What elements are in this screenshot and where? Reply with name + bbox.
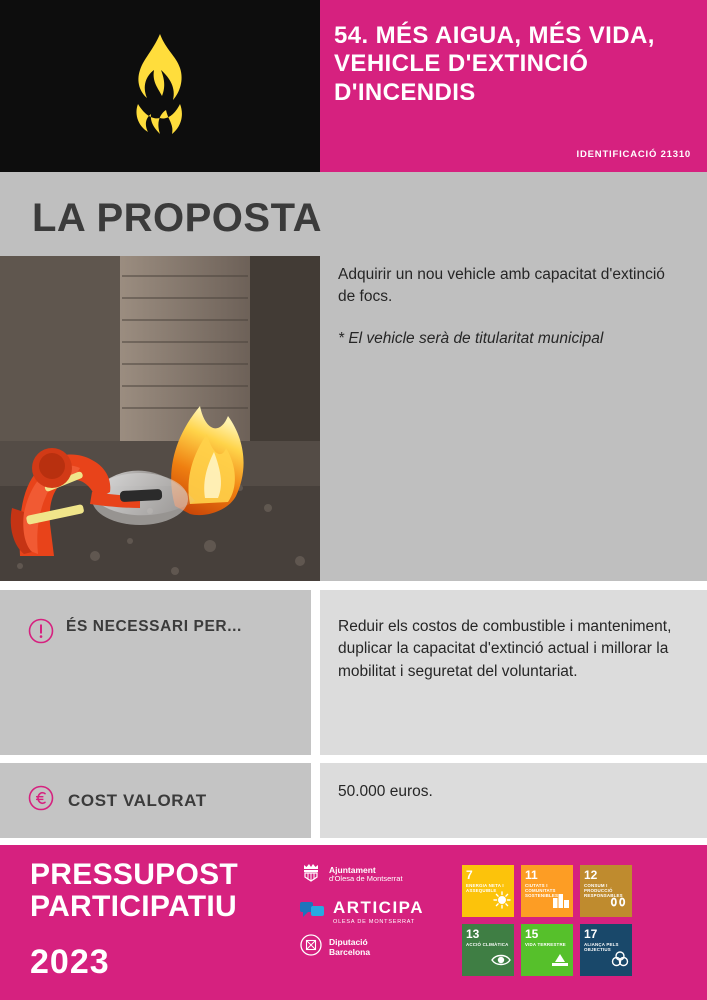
articipa-word: ARTICIPA (333, 898, 425, 917)
ods-title: CIUTATS I COMUNITATS SOSTENIBLES (525, 883, 559, 899)
cost-label: COST VALORAT (68, 790, 207, 810)
infinity-icon (607, 895, 629, 914)
proposal-note: * El vehicle serà de titularitat municipal (338, 330, 604, 347)
cost-value: 50.000 euros. (338, 783, 433, 800)
ods-number: 11 (525, 868, 538, 882)
identification-code: IDENTIFICACIÓ 21310 (576, 149, 691, 160)
logo-diputacio-line1: Diputació (329, 936, 368, 947)
ods-number: 13 (466, 927, 480, 941)
proposal-section-title: LA PROPOSTA (32, 196, 322, 240)
cost-value-panel (320, 763, 707, 838)
sun-icon (493, 891, 511, 914)
page-title: 54. MÉS AIGUA, MÉS VIDA, VEHICLE D'EXTINCIÓ D'INCENDIS (334, 22, 655, 106)
tree-bird-icon (550, 952, 570, 973)
footer-logos (300, 861, 460, 971)
necessary-text-panel (320, 590, 707, 755)
logo-diputacio-text (329, 938, 370, 957)
ods-card-12 (580, 865, 632, 917)
ods-number: 17 (584, 927, 598, 941)
poster-footer (0, 845, 707, 1000)
logo-diputacio-line2: Barcelona (329, 946, 371, 957)
logo-ajuntament (300, 861, 460, 888)
proposal-photo (0, 256, 320, 581)
proposal-description: Adquirir un nou vehicle amb capacitat d'extinció de focs. (338, 266, 665, 305)
ods-card-17 (580, 924, 632, 976)
ods-title: ACCIÓ CLIMÀTICA (466, 942, 509, 947)
header-logo-panel (0, 0, 320, 172)
articipa-text (333, 898, 424, 925)
ods-title: CONSUM I PRODUCCIÓ RESPONSABLES (584, 883, 623, 899)
ods-number: 12 (584, 868, 598, 882)
ods-title: ENERGIA NETA I ASSEQUIBLE (466, 883, 504, 894)
ods-title: ALIANÇA PELS OBJECTIUS (584, 942, 619, 953)
articipa-logo-icon (300, 898, 326, 925)
footer-title (30, 859, 238, 923)
header-title-panel (320, 0, 707, 172)
footer-year: 2023 (30, 943, 110, 981)
euro-circle-icon (28, 785, 54, 816)
eye-globe-icon (491, 952, 511, 973)
necessary-label-panel (0, 590, 311, 755)
proposal-text-panel (320, 256, 707, 581)
ods-card-13 (462, 924, 514, 976)
cost-label-panel (0, 763, 311, 838)
poster-header (0, 0, 707, 172)
ods-title: VIDA TERRESTRE (525, 942, 566, 947)
ods-number: 7 (466, 868, 473, 882)
ods-card-11 (521, 865, 573, 917)
exclamation-circle-icon (28, 618, 54, 649)
footer-title-line2: PARTICIPATIU (30, 889, 237, 923)
diputacio-seal-icon (300, 934, 322, 961)
necessary-label: ÉS NECESSARI PER... (66, 618, 242, 635)
logo-articipa (300, 898, 460, 925)
articipa-sub: OLESA DE MONTSERRAT (333, 919, 416, 925)
footer-title-line1: PRESSUPOST (30, 858, 239, 891)
ods-card-7 (462, 865, 514, 917)
logo-ajuntament-line1: Ajuntament (329, 864, 376, 875)
flame-icon (100, 26, 220, 146)
city-icon (552, 891, 570, 914)
logo-ajuntament-text (329, 866, 403, 884)
logo-ajuntament-line2: d'Olesa de Montserrat (329, 874, 403, 884)
circles-icon (611, 950, 629, 973)
ods-goals (462, 865, 662, 983)
ods-number: 15 (525, 927, 539, 941)
ods-card-15 (521, 924, 573, 976)
necessary-text: Reduir els costos de combustible i manteniment, duplicar la capacitat d'extinció actual i millorar la mobilitat i seguretat del voluntariat. (338, 618, 672, 680)
crown-shield-icon (300, 861, 322, 888)
logo-diputacio (300, 934, 460, 961)
